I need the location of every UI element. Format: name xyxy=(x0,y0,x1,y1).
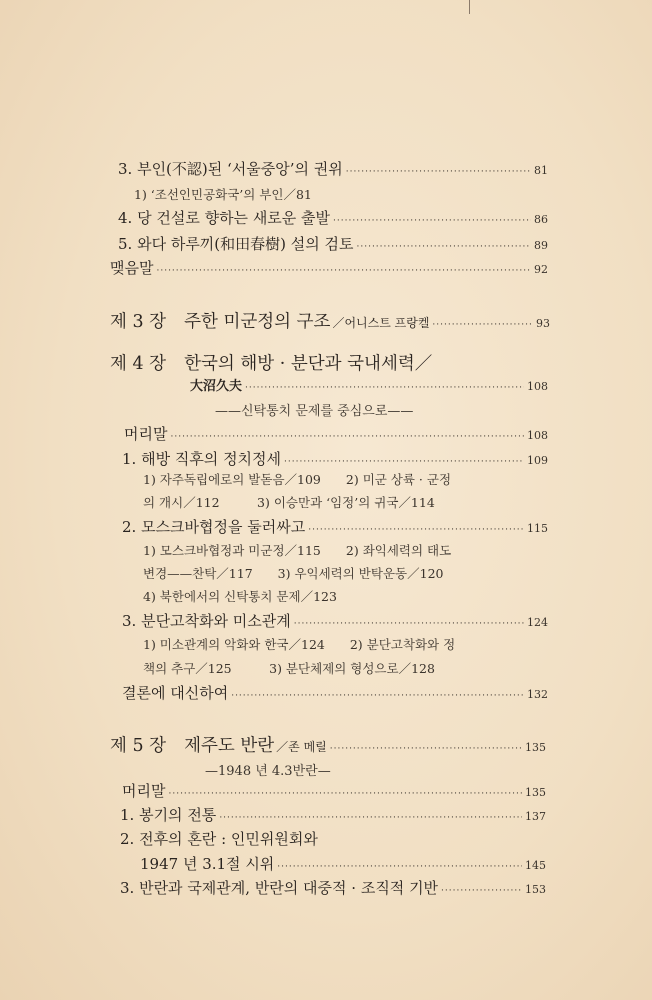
toc-entry-label: 맺음말 xyxy=(110,259,154,277)
leader-dots xyxy=(357,242,532,252)
toc-entry-label: 머리말 xyxy=(124,425,168,443)
toc-entry[interactable] xyxy=(118,233,548,254)
toc-entry[interactable] xyxy=(122,682,548,703)
toc-page-number: 153 xyxy=(525,883,546,896)
toc-subentry: 변경——찬탁／117 3) 우익세력의 반탁운동／120 xyxy=(143,566,444,581)
toc-entry-label: 1. 봉기의 전통 xyxy=(120,806,217,824)
toc-entry[interactable] xyxy=(122,516,548,537)
chapter-title: 한국의 해방 · 분단과 국내세력／ xyxy=(184,354,433,374)
leader-dots xyxy=(333,216,531,226)
toc-entry-label: 3. 부인(不認)된 ‘서울중앙’의 권위 xyxy=(118,160,343,178)
leader-dots xyxy=(308,525,524,535)
toc-page-number: 109 xyxy=(527,454,548,467)
toc-subentry: 1) 모스크바협정과 미군정／115 2) 좌익세력의 태도 xyxy=(143,543,452,558)
toc-entry-label: 3. 분단고착화와 미소관계 xyxy=(122,612,291,630)
toc-page-number: 124 xyxy=(527,616,548,629)
toc-page-number: 135 xyxy=(525,786,546,799)
toc-subentry: 책의 추구／125 3) 분단체제의 형성으로／128 xyxy=(143,661,435,676)
leader-dots xyxy=(346,167,531,177)
chapter-title: 제주도 반란 xyxy=(184,736,275,756)
toc-page-number: 86 xyxy=(534,213,548,226)
toc-entry[interactable] xyxy=(124,423,548,444)
toc-entry[interactable] xyxy=(120,828,318,849)
toc-subentry: 1) 자주독립에로의 발돋음／109 2) 미군 상륙 · 군정 xyxy=(143,472,452,487)
chapter-5-entry[interactable] xyxy=(110,732,546,757)
toc-subentry: 1) 미소관계의 악화와 한국／124 2) 분단고착화와 정 xyxy=(143,637,456,652)
leader-dots xyxy=(170,432,524,442)
chapter-author: ／존 메릴 xyxy=(276,740,327,754)
toc-entry[interactable] xyxy=(110,257,548,278)
toc-entry-label: 머리말 xyxy=(122,782,166,800)
toc-page-number: 137 xyxy=(525,810,546,823)
chapter-number: 제 4 장 xyxy=(110,354,167,374)
toc-entry-label: 4. 당 건설로 향하는 새로운 출발 xyxy=(118,209,331,227)
chapter-author: ／어니스트 프랑켈 xyxy=(332,316,430,330)
leader-dots xyxy=(245,383,524,393)
toc-page-number: 81 xyxy=(534,164,548,177)
toc-entry-label: 결론에 대신하여 xyxy=(122,684,229,702)
toc-entry[interactable] xyxy=(118,207,548,228)
toc-entry[interactable] xyxy=(122,448,548,469)
leader-dots xyxy=(219,813,522,823)
leader-dots xyxy=(284,457,524,467)
toc-subentry: 4) 북한에서의 신탁통치 문제／123 xyxy=(143,589,337,604)
toc-entry[interactable] xyxy=(120,804,546,825)
chapter-number: 제 3 장 xyxy=(110,312,167,332)
toc-page-number: 135 xyxy=(525,741,546,754)
toc-entry-label: 5. 와다 하루끼(和田春樹) 설의 검토 xyxy=(118,235,354,253)
toc-page-number: 89 xyxy=(534,239,548,252)
leader-dots xyxy=(156,266,531,276)
toc-entry-label: 1947 년 3.1절 시위 xyxy=(140,855,275,873)
chapter-author: 大沼久夫 xyxy=(190,379,243,394)
toc-page-number: 145 xyxy=(525,859,546,872)
toc-entry-label: 2. 모스크바협정을 둘러싸고 xyxy=(122,518,306,536)
toc-entry[interactable] xyxy=(190,375,548,394)
leader-dots xyxy=(330,744,522,754)
toc-entry[interactable] xyxy=(122,610,548,631)
toc-entry[interactable] xyxy=(120,877,546,898)
leader-dots xyxy=(432,320,533,330)
toc-entry-label: 2. 전후의 혼란 : 인민위원회와 xyxy=(120,830,318,848)
chapter-subtitle: —1948 년 4.3반란— xyxy=(205,764,331,779)
leader-dots xyxy=(168,789,522,799)
toc-entry-label: 1. 해방 직후의 정치정세 xyxy=(122,450,282,468)
toc-page-number: 108 xyxy=(527,429,548,442)
chapter-4-heading[interactable] xyxy=(110,350,432,375)
toc-page-number: 92 xyxy=(534,263,548,276)
toc-entry[interactable] xyxy=(118,158,548,179)
leader-dots xyxy=(441,886,522,896)
chapter-3-entry[interactable] xyxy=(110,308,550,333)
chapter-subtitle: ——신탁통치 문제를 중심으로—— xyxy=(215,404,414,419)
toc-page-number: 115 xyxy=(527,522,548,535)
toc-entry[interactable] xyxy=(140,853,546,874)
page-edge-mark xyxy=(469,0,470,14)
toc-page-number: 108 xyxy=(527,380,548,393)
leader-dots xyxy=(294,619,524,629)
toc-page-number: 132 xyxy=(527,688,548,701)
toc-entry[interactable] xyxy=(122,780,546,801)
leader-dots xyxy=(231,691,524,701)
chapter-number: 제 5 장 xyxy=(110,736,167,756)
toc-page-number: 93 xyxy=(536,317,550,330)
chapter-title: 주한 미군정의 구조 xyxy=(184,312,331,332)
toc-subentry: 의 개시／112 3) 이승만과 ‘임정’의 귀국／114 xyxy=(143,495,435,510)
toc-subentry: 1) ‘조선인민공화국’의 부인／81 xyxy=(134,187,312,202)
toc-entry-label: 3. 반란과 국제관계, 반란의 대중적 · 조직적 기반 xyxy=(120,879,439,897)
leader-dots xyxy=(277,862,522,872)
